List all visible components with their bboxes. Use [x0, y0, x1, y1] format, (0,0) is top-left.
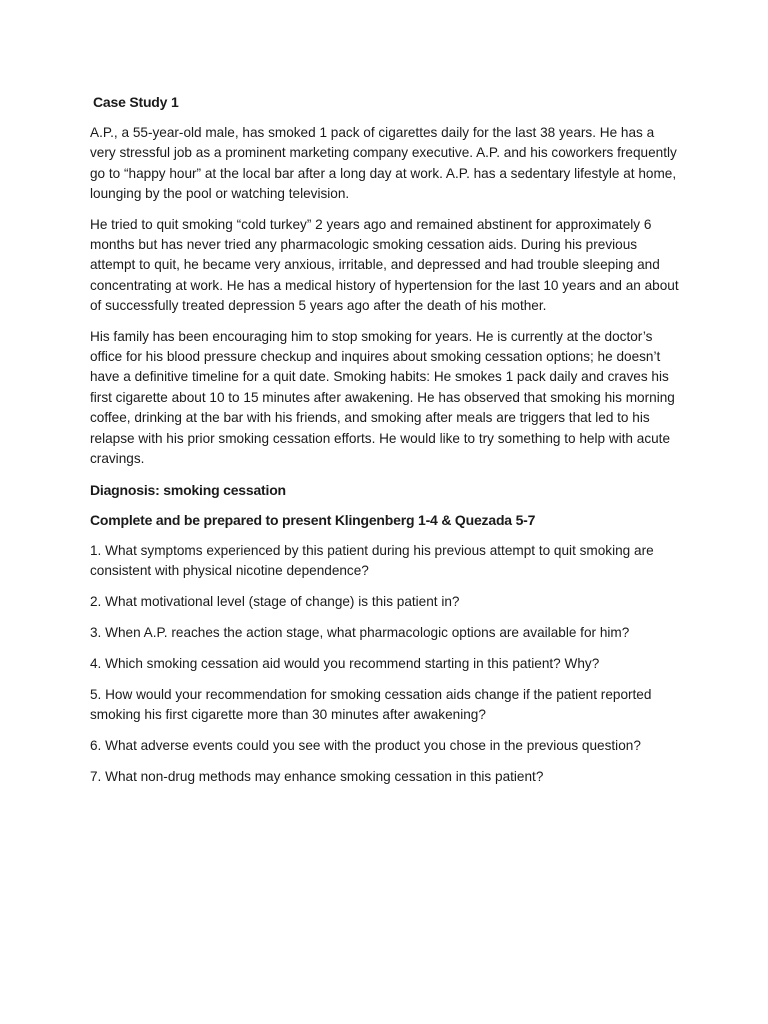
question-2: 2. What motivational level (stage of change) is this patient in? [90, 593, 460, 609]
question-5: 5. How would your recommendation for smoking cessation aids change if the patient reported smoking his first cigarette more than 30 minutes after awakening? [90, 686, 652, 723]
question-4: 4. Which smoking cessation aid would you recommend starting in this patient? Why? [90, 655, 600, 671]
assignment-heading: Complete and be prepared to present Klingenberg 1-4 & Quezada 5-7 [90, 511, 536, 528]
question-1: 1. What symptoms experienced by this patient during his previous attempt to quit smoking are consistent with physical nicotine dependence? [90, 542, 654, 578]
paragraph-patient-background: A.P., a 55-year-old male, has smoked 1 pack of cigarettes daily for the last 38 years. He has a very stressful job as a prominent marketing company executive. A.P. and his coworkers frequently go to “happy hour” at the local bar after a long day at work. A.P. has a sedentary lifestyle at home, lounging by the pool or watching television. [90, 125, 677, 202]
paragraph-smoking-habits: His family has been encouraging him to stop smoking for years. He is currently at the doctor’s office for his blood pressure checkup and inquires about smoking cessation options; he doesn’t have a definitive timeline for a quit date. Smoking habits: He smokes 1 pack daily and craves his first cigarette about 10 to 15 minutes after awakening. He has observed that smoking his morning coffee, drinking at the bar with his friends, and smoking after meals are triggers that led to his relapse with his prior smoking cessation efforts. He would like to try something to help with acute cravings. [90, 328, 675, 467]
diagnosis-heading: Diagnosis: smoking cessation [90, 481, 286, 498]
paragraph-quit-history: He tried to quit smoking “cold turkey” 2 years ago and remained abstinent for approximately 6 months but has never tried any pharmacologic smoking cessation aids. During his previous attempt to quit, he became very anxious, irritable, and depressed and had trouble sleeping and concentrating at work. He has a medical history of hypertension for the last 10 years and an about of successfully treated depression 5 years ago after the death of his mother. [90, 216, 679, 314]
question-6: 6. What adverse events could you see with the product you chose in the previous question? [90, 738, 641, 754]
question-3: 3. When A.P. reaches the action stage, what pharmacologic options are available for him? [90, 624, 630, 640]
case-study-title: Case Study 1 [93, 94, 179, 110]
document-page [90, 92, 682, 798]
question-7: 7. What non-drug methods may enhance smoking cessation in this patient? [90, 769, 544, 785]
